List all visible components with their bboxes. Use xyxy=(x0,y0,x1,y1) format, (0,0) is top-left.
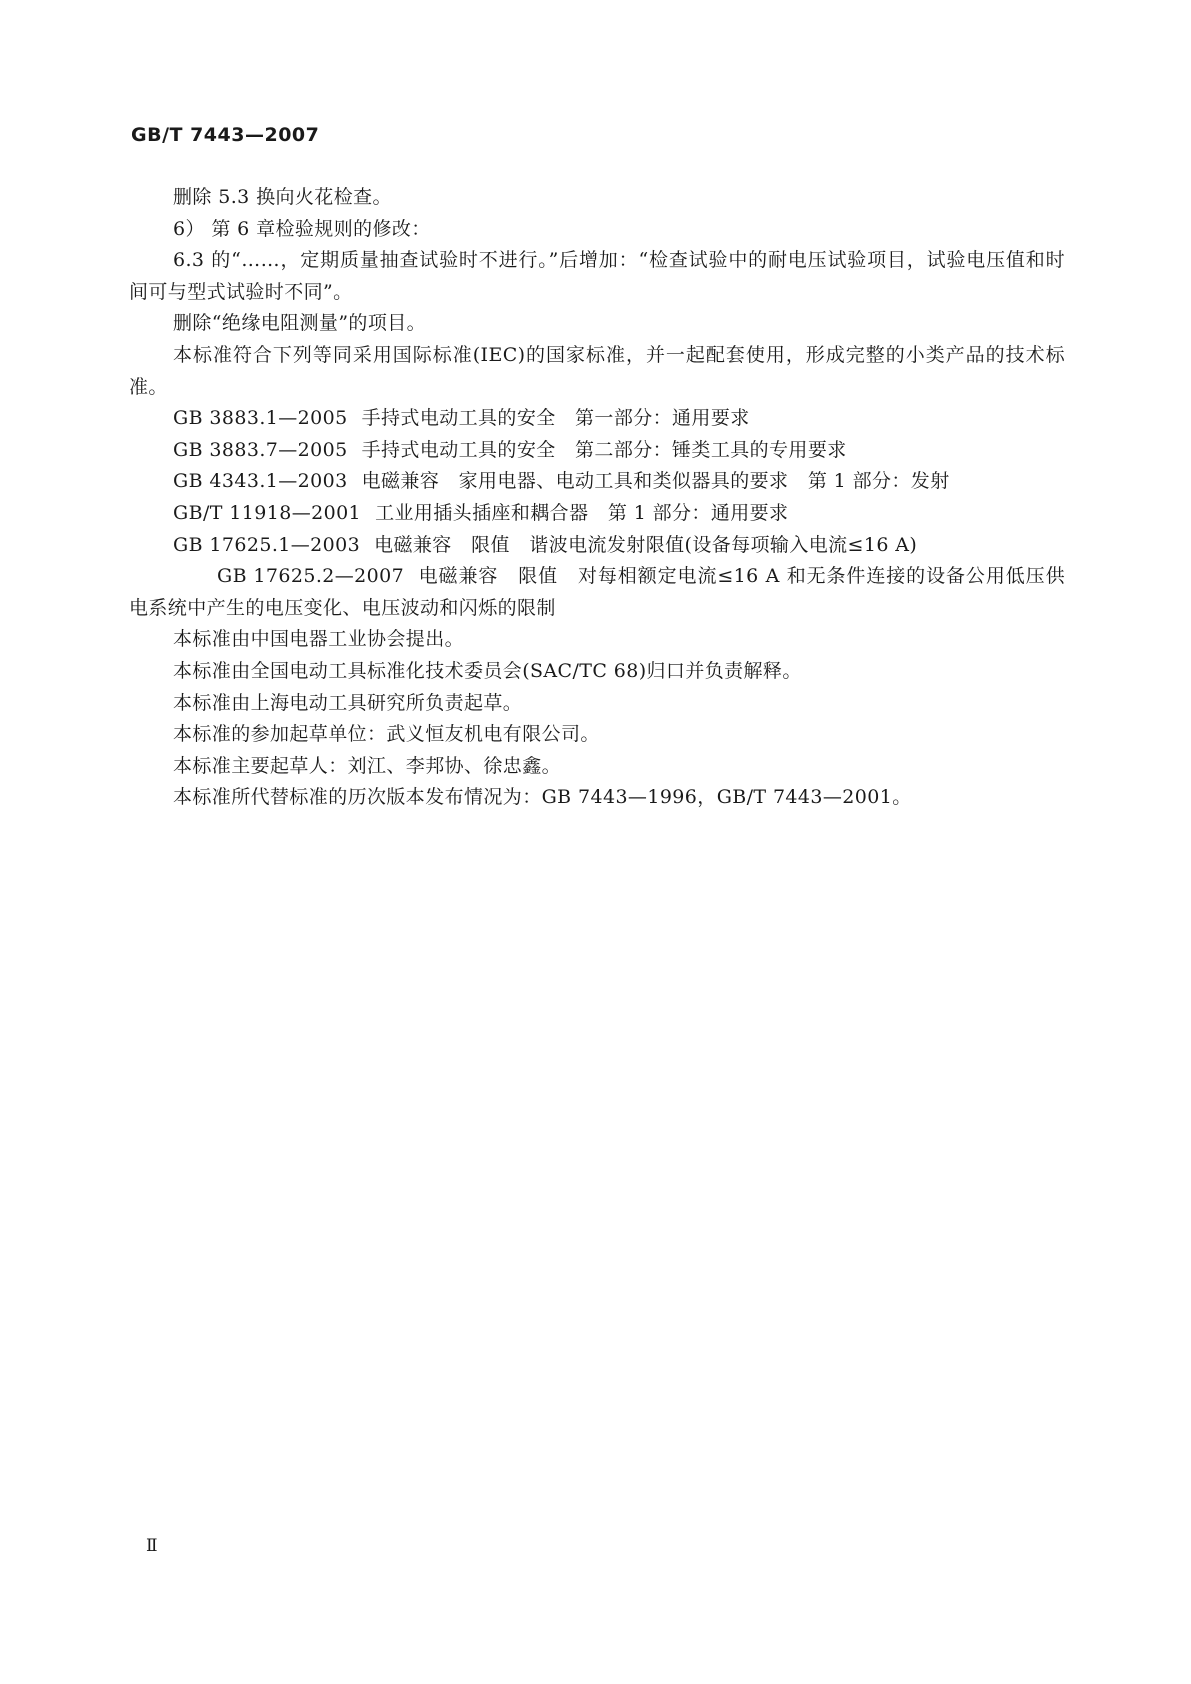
paragraph: 本标准符合下列等同采用国际标准(IEC)的国家标准，并一起配套使用，形成完整的小类产品的技术标准。 xyxy=(129,343,1065,398)
paragraph: 本标准的参加起草单位：武义恒友机电有限公司。 xyxy=(173,723,600,746)
reference-item xyxy=(129,530,1065,562)
document-body xyxy=(129,182,1065,814)
reference-code: GB 4343.1—2003 xyxy=(173,470,348,493)
reference-title: 工业用插头插座和耦合器 第 1 部分：通用要求 xyxy=(375,501,789,524)
reference-code: GB 17625.2—2007 xyxy=(217,565,405,588)
reference-title: 电磁兼容 限值 对每相额定电流≤16 A 和无条件连接的设备公用低压供电系统中产生的电压变化、电压波动和闪烁的限制 xyxy=(129,565,1065,619)
paragraph: 本标准由中国电器工业协会提出。 xyxy=(173,628,465,651)
paragraph: 删除“绝缘电阻测量”的项目。 xyxy=(173,312,427,335)
reference-title: 手持式电动工具的安全 第一部分：通用要求 xyxy=(361,407,750,430)
reference-item xyxy=(129,403,1065,435)
paragraph: 本标准由全国电动工具标准化技术委员会(SAC/TC 68)归口并负责解释。 xyxy=(173,659,802,682)
reference-title: 手持式电动工具的安全 第二部分：锤类工具的专用要求 xyxy=(361,438,847,461)
reference-item xyxy=(129,498,1065,530)
paragraph: 本标准所代替标准的历次版本发布情况为：GB 7443—1996，GB/T 7443—2001。 xyxy=(173,786,912,809)
reference-title: 电磁兼容 限值 谐波电流发射限值(设备每项输入电流≤16 A) xyxy=(374,533,918,556)
paragraph: 本标准主要起草人：刘江、李邦协、徐忠鑫。 xyxy=(173,754,562,777)
reference-code: GB 3883.1—2005 xyxy=(173,407,348,430)
paragraph: 6.3 的“……，定期质量抽查试验时不进行。”后增加：“检查试验中的耐电压试验项目，试验电压值和时间可与型式试验时不同”。 xyxy=(129,249,1065,303)
reference-title: 电磁兼容 家用电器、电动工具和类似器具的要求 第 1 部分：发射 xyxy=(361,470,950,493)
page-number: Ⅱ xyxy=(146,1536,158,1556)
reference-code: GB/T 11918—2001 xyxy=(173,501,362,524)
paragraph: 6） 第 6 章检验规则的修改： xyxy=(173,217,431,240)
reference-code: GB 17625.1—2003 xyxy=(173,533,361,556)
paragraph: 本标准由上海电动工具研究所负责起草。 xyxy=(173,691,523,714)
reference-item xyxy=(129,466,1065,498)
standard-number: GB/T 7443—2007 xyxy=(131,124,320,146)
reference-code: GB 3883.7—2005 xyxy=(173,438,348,461)
reference-item xyxy=(129,435,1065,467)
reference-item xyxy=(129,561,1065,624)
paragraph: 删除 5.3 换向火花检查。 xyxy=(173,186,392,208)
